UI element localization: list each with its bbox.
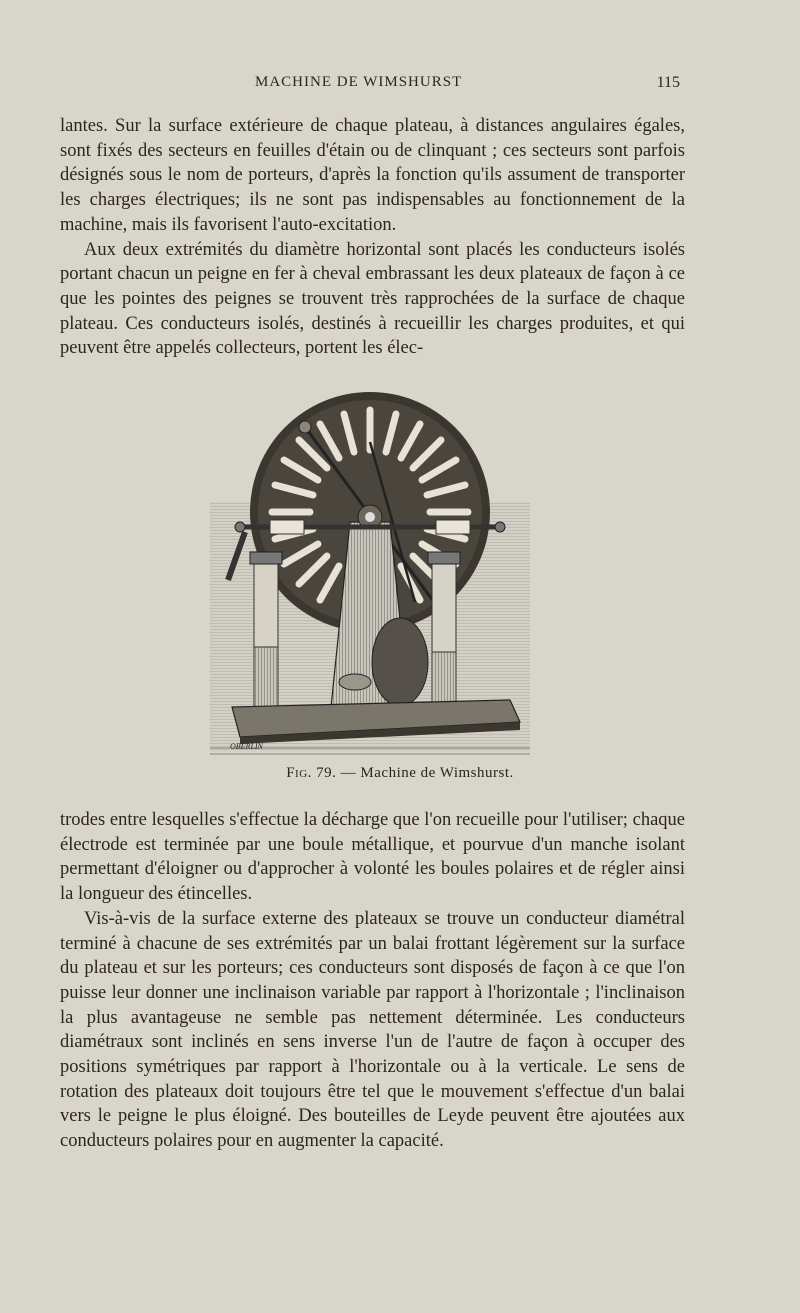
wimshurst-machine-illustration xyxy=(210,392,530,762)
text-block-top xyxy=(60,114,685,361)
text-block-bottom xyxy=(60,808,685,1154)
paragraph: lantes. Sur la surface extérieure de chaque plateau, à distances angulaires égales, sont fixés des secteurs en feuilles d'étain ou de clinquant ; ces secteurs sont parfois désignés sous le nom de porteurs, d'après la fonction qu'ils assument de transporter les charges électriques; ils ne sont pas indispensables au fonctionnement de la machine, mais ils favorisent l'auto-excitation. xyxy=(60,116,685,235)
engraver-signature: OBERLIN xyxy=(230,742,263,751)
running-title: MACHINE DE WIMSHURST xyxy=(255,74,463,90)
page-header xyxy=(60,74,680,98)
paragraph: trodes entre lesquelles s'effectue la décharge que l'on recueille pour l'utiliser; chaque électrode est terminée par une boule métallique, et pourvue d'un manche isolant permettant d'éloigner ou d'approcher à volonté les boules polaires et de régler ainsi la longueur des étincelles. xyxy=(60,810,685,905)
figure-caption xyxy=(0,765,800,782)
page-number: 115 xyxy=(656,74,680,91)
paragraph: Aux deux extrémités du diamètre horizontal sont placés les conducteurs isolés portant chacun un peigne en fer à cheval embrassant les deux plateaux de façon à ce que les pointes des peignes se trouvent très rapprochées de la surface de chaque plateau. Ces conducteurs isolés, destinés à recueillir les charges produites, et qui peuvent être appelés collecteurs, portent les élec- xyxy=(60,239,685,359)
figure-label: Fig. 79. xyxy=(286,765,337,781)
figure-caption-text: — Machine de Wimshurst. xyxy=(340,765,514,781)
paragraph: Vis-à-vis de la surface externe des plateaux se trouve un conducteur diamétral terminé à chacune de ses extrémités par un balai frottant légèrement sur la surface du plateau et sur les porteurs; ces conducteurs sont disposés de façon à ce que l'on puisse leur donner une inclinaison variable par rapport à l'horizontale ; l'inclinaison la plus avantageuse ne semble pas nettement déterminée. Les conducteurs diamétraux sont inclinés en sens inverse l'un de l'autre de façon à occuper des positions symétriques par rapport à l'horizontale ou à la verticale. Le sens de rotation des plateaux doit toujours être tel que le mouvement s'effectue d'un balai vers le peigne le plus éloigné. Des bouteilles de Leyde peuvent être ajoutées aux conducteurs polaires pour en augmenter la capacité. xyxy=(60,908,685,1152)
